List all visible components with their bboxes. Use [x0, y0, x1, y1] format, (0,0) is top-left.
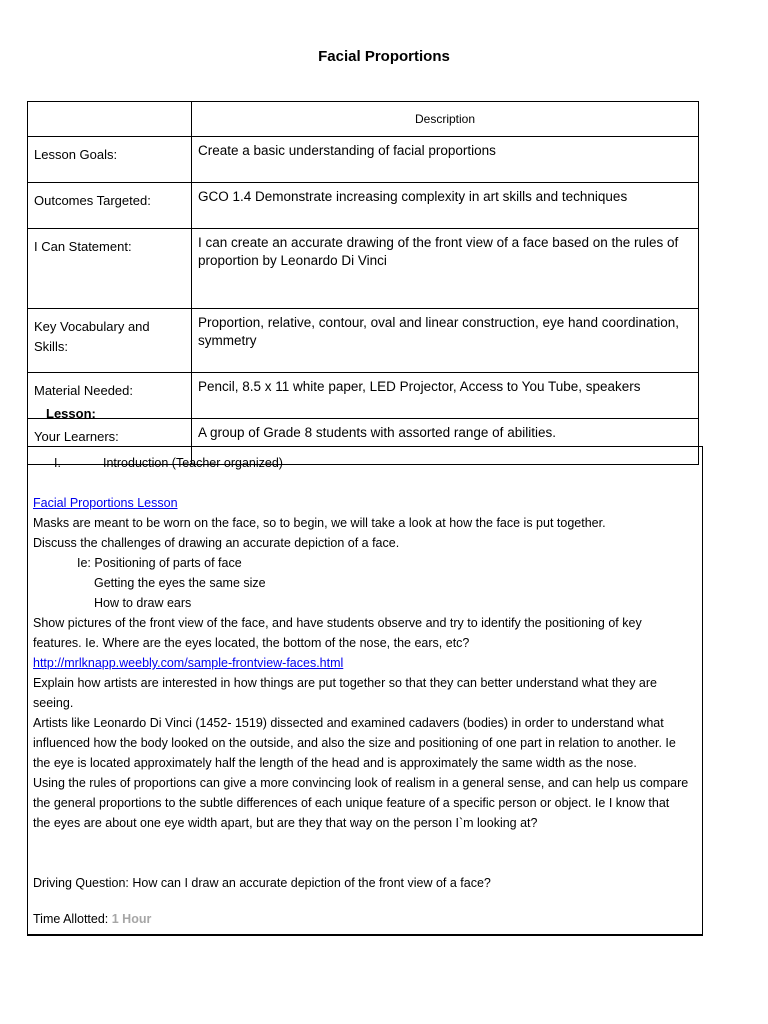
ie-item: Getting the eyes the same size: [94, 576, 266, 590]
row-value: Proportion, relative, contour, oval and linear construction, eye hand coordination, symmetry: [192, 309, 699, 373]
lesson-heading: Lesson:: [46, 406, 96, 421]
text-segment: Artists like: [33, 716, 94, 730]
row-label: Material Needed:: [28, 373, 192, 419]
time-allotted: [33, 909, 697, 929]
ie-item: How to draw ears: [94, 596, 192, 610]
paragraph-line: [33, 713, 697, 733]
artist-name: Leonardo Di Vinci: [93, 716, 192, 730]
paragraph-line: features. Ie. Where are the eyes located, the bottom of the nose, the ears, etc?: [33, 636, 470, 650]
row-value: GCO 1.4 Demonstrate increasing complexity in art skills and techniques: [192, 183, 699, 229]
sample-faces-link[interactable]: http://mrlknapp.weebly.com/sample-frontview-faces.html: [33, 656, 344, 670]
facial-proportions-lesson-link[interactable]: Facial Proportions Lesson: [33, 496, 178, 510]
header-description: Description: [192, 102, 699, 137]
paragraph-line: Show pictures of the front view of the face, and have students observe and try to identify the positioning of key: [33, 616, 642, 630]
section-title: Introduction (Teacher organized): [103, 456, 283, 470]
time-allotted-label: Time Allotted:: [33, 912, 109, 926]
paragraph-line: influenced how the body looked on the outside, and also the size and positioning of one part in relation to another. Ie: [33, 736, 676, 750]
page-title: Facial Proportions: [318, 48, 450, 65]
driving-question-label: Driving Question:: [33, 876, 129, 890]
table-row: [28, 373, 699, 419]
paragraph-line: the eyes are about one eye width apart, but are they that way on the person I`m looking at?: [33, 816, 538, 830]
row-label: Lesson Goals:: [28, 137, 192, 183]
row-label: Your Learners:: [28, 419, 192, 465]
row-label: I Can Statement:: [28, 229, 192, 309]
driving-question-text: How can I draw an accurate depiction of the front view of a face?: [128, 876, 491, 890]
ie-item: Ie: Positioning of parts of face: [77, 556, 242, 570]
text-segment: (1452- 1519) dissected and examined cadavers (bodies) in order to understand what: [191, 716, 664, 730]
table-row: [28, 183, 699, 229]
lesson-plan-table: [27, 101, 699, 465]
table-row: [28, 137, 699, 183]
paragraph-line: Discuss the challenges of drawing an accurate depiction of a face.: [33, 536, 400, 550]
section-heading: [33, 453, 697, 473]
table-row: [28, 229, 699, 309]
paragraph-line: Using the rules of proportions can give a more convincing look of realism in a general sense, and can help us compare: [33, 776, 689, 790]
driving-question: [33, 873, 697, 893]
row-label: Key Vocabulary and Skills:: [28, 309, 192, 373]
row-value: A group of Grade 8 students with assorted range of abilities.: [192, 419, 699, 465]
time-allotted-value: 1 Hour: [111, 912, 152, 926]
lesson-box: [27, 446, 703, 936]
row-value: Create a basic understanding of facial proportions: [192, 137, 699, 183]
table-row: [28, 309, 699, 373]
paragraph-line: the eye is located approximately half the length of the head and is approximately the same width as the nose.: [33, 756, 637, 770]
row-label: Outcomes Targeted:: [28, 183, 192, 229]
paragraph-line: the general proportions to the subtle differences of each unique feature of a specific person or object. Ie I know that: [33, 796, 670, 810]
row-value: I can create an accurate drawing of the front view of a face based on the rules of proportion by Leonardo Di Vinci: [192, 229, 699, 309]
paragraph-line: seeing.: [33, 696, 74, 710]
row-value: Pencil, 8.5 x 11 white paper, LED Projector, Access to You Tube, speakers: [192, 373, 699, 419]
paragraph-line: Explain how artists are interested in how things are put together so that they can better understand what they are: [33, 676, 657, 690]
paragraph-line: Masks are meant to be worn on the face, so to begin, we will take a look at how the face is put together.: [33, 516, 606, 530]
section-number: I.: [54, 456, 61, 470]
header-empty-cell: [28, 102, 192, 137]
table-header-row: [28, 102, 699, 137]
